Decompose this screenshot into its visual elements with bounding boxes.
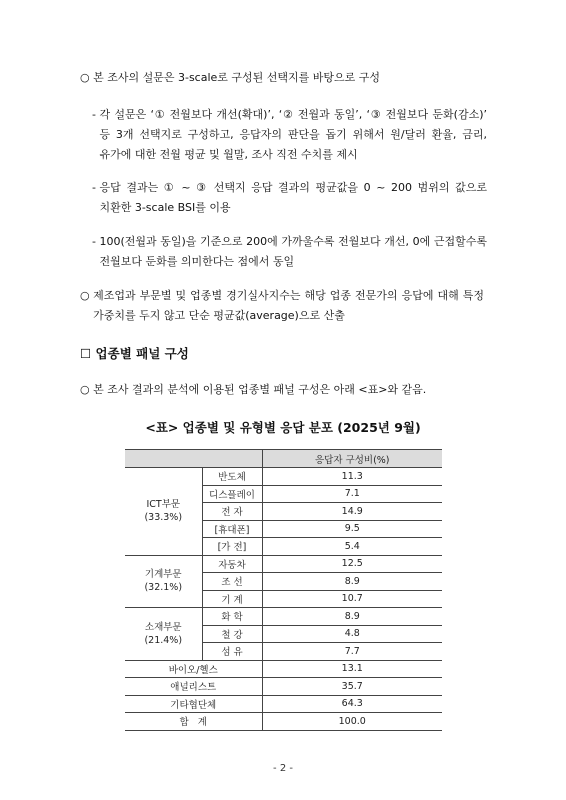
row-label: 화 학 <box>202 608 262 626</box>
circle-bullet: ○ <box>80 289 94 302</box>
paragraph-text: 100(전월과 동일)을 기준으로 200에 가까울수록 전월보다 개선, 0에 근접할수록 전월보다 둔화를 의미한다는 점에서 동일 <box>99 235 487 268</box>
group-cell-machinery <box>125 555 202 608</box>
row-value: 35.7 <box>262 678 442 696</box>
header-empty-cell <box>125 450 262 468</box>
total-value: 100.0 <box>262 713 442 731</box>
row-label: 조 선 <box>202 573 262 591</box>
row-value: 7.1 <box>262 485 442 503</box>
row-value: 7.7 <box>262 643 442 661</box>
row-value: 64.3 <box>262 695 442 713</box>
table-row <box>125 608 442 626</box>
row-value: 13.1 <box>262 660 442 678</box>
row-label: [가 전] <box>202 538 262 556</box>
row-label: 자동차 <box>202 555 262 573</box>
row-value: 8.9 <box>262 573 442 591</box>
paragraph-text: 제조업과 부문별 및 업종별 경기실사지수는 해당 업종 전문가의 응답에 대해 특정 가중치를 두지 않고 단순 평균값(average)으로 산출 <box>93 289 484 322</box>
group-share: (33.3%) <box>144 512 183 524</box>
row-label: 전 자 <box>202 503 262 521</box>
paragraph-text: 응답 결과는 ① ~ ③ 선택지 응답 결과의 평균값을 0 ~ 200 범위의 값으로 치환한 3-scale BSI를 이용 <box>99 181 487 214</box>
dash-bullet: - <box>92 108 100 121</box>
table-total-row <box>125 713 442 731</box>
paragraph-aggregation <box>80 286 484 326</box>
response-distribution-table <box>125 449 442 731</box>
row-label: 애널리스트 <box>125 678 262 696</box>
row-value: 14.9 <box>262 503 442 521</box>
paragraph-response-calc <box>92 178 487 218</box>
group-cell-ict <box>125 468 202 556</box>
paragraph-survey-design <box>80 68 484 88</box>
paragraph-text: 본 조사의 설문은 3-scale로 구성된 선택지를 바탕으로 구성 <box>93 71 381 84</box>
paragraph-text: 각 설문은 ‘① 전월보다 개선(확대)’, ‘② 전월과 동일’, ‘③ 전월보다 둔화(감소)’ 등 3개 선택지로 구성하고, 응답자의 판단을 돕기 위해서 원/달러 환율, 금리, 유가에 대한 전월 평균 및 월말, 조사 직전 수치를 제시 <box>99 108 487 161</box>
row-value: 4.8 <box>262 625 442 643</box>
section-heading: ☐ 업종별 패널 구성 <box>80 346 189 361</box>
row-value: 9.5 <box>262 520 442 538</box>
page-number: - 2 - <box>273 763 293 774</box>
group-name: ICT부문 <box>146 499 181 511</box>
group-share: (32.1%) <box>144 582 183 594</box>
paragraph-panel-intro <box>80 380 500 400</box>
table-row <box>125 468 442 486</box>
dash-bullet: - <box>92 235 100 248</box>
group-cell-materials <box>125 608 202 661</box>
circle-bullet: ○ <box>80 71 94 84</box>
paragraph-interpretation <box>92 232 487 272</box>
row-label: 철 강 <box>202 625 262 643</box>
table-header-row <box>125 450 442 468</box>
header-share-cell: 응답자 구성비(%) <box>262 450 442 468</box>
row-label: [휴대폰] <box>202 520 262 538</box>
paragraph-question-structure <box>92 105 487 165</box>
group-name: 소재부문 <box>144 621 182 633</box>
row-label: 섬 유 <box>202 643 262 661</box>
table-caption: <표> 업종별 및 유형별 응답 분포 (2025년 9월) <box>145 420 421 435</box>
circle-bullet: ○ <box>80 383 94 396</box>
row-label: 기 계 <box>202 590 262 608</box>
row-value: 11.3 <box>262 468 442 486</box>
row-value: 10.7 <box>262 590 442 608</box>
row-label: 바이오/헬스 <box>125 660 262 678</box>
dash-bullet: - <box>92 181 100 194</box>
row-label: 디스플레이 <box>202 485 262 503</box>
row-label: 기타협단체 <box>125 695 262 713</box>
row-label: 반도체 <box>202 468 262 486</box>
group-name: 기계부문 <box>144 569 182 581</box>
row-value: 8.9 <box>262 608 442 626</box>
table-row <box>125 660 442 678</box>
table-row <box>125 555 442 573</box>
paragraph-text: 본 조사 결과의 분석에 이용된 업종별 패널 구성은 아래 <표>와 같음. <box>93 383 427 396</box>
table-row <box>125 695 442 713</box>
row-value: 5.4 <box>262 538 442 556</box>
group-share: (21.4%) <box>144 634 183 646</box>
row-value: 12.5 <box>262 555 442 573</box>
total-label: 합 계 <box>125 713 262 731</box>
table-row <box>125 678 442 696</box>
